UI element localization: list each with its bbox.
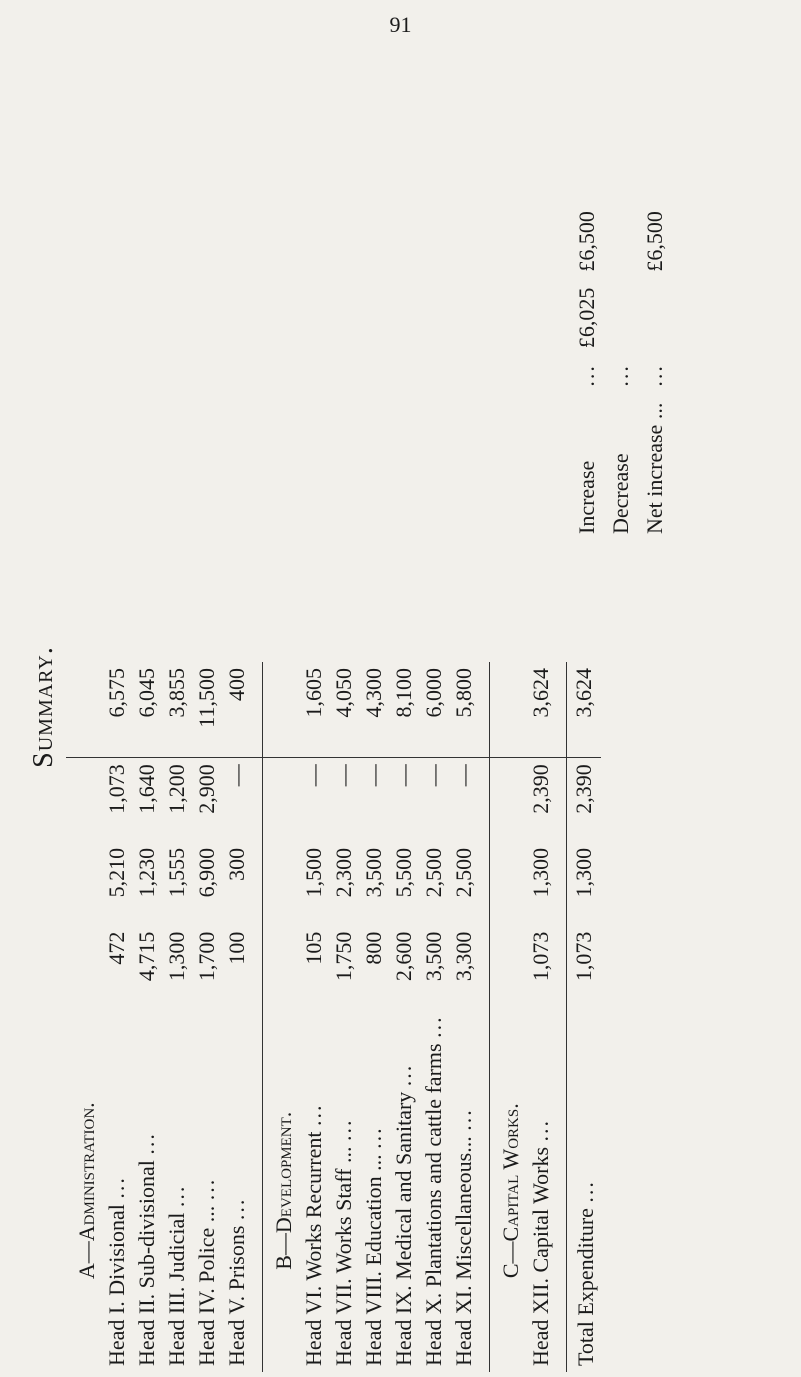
cell-col1: 105 xyxy=(301,931,326,965)
cell-col4: 11,500 xyxy=(194,668,219,728)
balance-col2: £6,500 xyxy=(642,211,667,272)
cell-col4: 3,855 xyxy=(164,668,189,718)
cell-col2: 1,230 xyxy=(134,847,159,898)
cell-col4: 6,575 xyxy=(104,668,129,718)
rotated-summary-table xyxy=(10,42,780,1372)
row-dots: ... xyxy=(608,364,633,387)
row-name: Plantations and cattle farms xyxy=(421,1043,446,1288)
row-number: VI. xyxy=(301,1285,326,1315)
cell-col2: 6,900 xyxy=(194,847,219,898)
row-head: Head xyxy=(194,1319,219,1366)
row-name: Prisons xyxy=(224,1225,249,1291)
section-heading-row xyxy=(66,662,102,1372)
row-number: II. xyxy=(134,1293,159,1315)
table-row xyxy=(162,662,192,1372)
cell-col4: 4,050 xyxy=(331,668,356,718)
row-number: IX. xyxy=(391,1285,416,1315)
row-number: VII. xyxy=(331,1278,356,1315)
row-number: XII. xyxy=(528,1278,553,1315)
row-head: Head xyxy=(134,1319,159,1366)
row-dots: ... xyxy=(421,1015,446,1038)
row-head: Head xyxy=(301,1319,326,1366)
row-name: Works Recurrent xyxy=(301,1131,326,1281)
cell-col3: — xyxy=(222,758,252,842)
row-head: Head xyxy=(451,1319,476,1366)
balance-row xyxy=(604,203,638,542)
cell-col2: 3,500 xyxy=(361,847,386,898)
row-name: Sub-divisional xyxy=(134,1160,159,1289)
row-dots: ... xyxy=(301,1103,326,1127)
row-dots: ... xyxy=(574,364,599,387)
row-dots: ... xyxy=(361,1126,386,1149)
balance-col2: £6,500 xyxy=(574,211,599,272)
row-number: V. xyxy=(224,1295,249,1315)
cell-col4: 5,800 xyxy=(451,668,476,718)
balance-col1 xyxy=(604,280,638,357)
row-dots: ... xyxy=(164,1184,189,1208)
cell-col2: 2,300 xyxy=(331,847,356,898)
cell-col1: 1,750 xyxy=(331,931,356,982)
row-name: Capital Works xyxy=(528,1146,553,1273)
table-row xyxy=(449,662,479,1372)
table-row xyxy=(526,662,556,1372)
cell-col2: 1,500 xyxy=(301,847,326,898)
cell-col3: 2,900 xyxy=(192,758,222,842)
row-name: Medical and Sanitary xyxy=(391,1091,416,1280)
balance-label: Increase xyxy=(574,460,599,534)
balance-col1: £6,025 xyxy=(574,287,599,349)
row-head: Head xyxy=(331,1319,356,1366)
row-head: Head xyxy=(104,1319,129,1366)
section-separator xyxy=(479,662,490,1372)
summary-title: Summary. xyxy=(28,646,59,768)
cell-col4: 6,000 xyxy=(421,668,446,718)
row-dots: ... xyxy=(528,1118,553,1142)
cell-col2: 1,555 xyxy=(164,847,189,898)
row-head: Head xyxy=(224,1319,249,1366)
cell-col3: 1,073 xyxy=(102,758,132,842)
row-number: I. xyxy=(104,1301,129,1315)
row-dots: ... xyxy=(451,1108,476,1131)
table-row xyxy=(329,662,359,1372)
cell-col1: 3,300 xyxy=(451,931,476,982)
cell-col4: 8,100 xyxy=(391,668,416,718)
row-dots: ... xyxy=(331,1118,356,1142)
row-name: Education ... xyxy=(361,1154,386,1266)
table-row xyxy=(192,662,222,1372)
cell-col4: 6,045 xyxy=(134,668,159,718)
cell-col2: 300 xyxy=(224,847,249,881)
row-name: Police ... xyxy=(194,1205,219,1283)
table-row xyxy=(222,662,252,1372)
table-row xyxy=(359,662,389,1372)
cell-col3: — xyxy=(359,758,389,842)
cell-col1: 1,300 xyxy=(164,931,189,982)
row-number: X. xyxy=(421,1292,446,1315)
table-row xyxy=(419,662,449,1372)
cell-col4: 400 xyxy=(224,668,249,701)
row-number: XI. xyxy=(451,1285,476,1315)
cell-col4: 3,624 xyxy=(528,668,553,718)
cell-col2: 5,210 xyxy=(104,847,129,898)
cell-col1: 3,500 xyxy=(421,931,446,982)
row-head: Head xyxy=(421,1319,446,1366)
cell-col3: — xyxy=(329,758,359,842)
total-col3: 2,390 xyxy=(567,758,602,842)
section-heading-row xyxy=(263,662,300,1372)
section-separator xyxy=(252,662,263,1372)
balance-col2 xyxy=(604,203,638,280)
cell-col3: — xyxy=(419,758,449,842)
section-heading: A—Administration. xyxy=(74,1102,99,1280)
row-dots: ... xyxy=(573,1180,598,1203)
total-col1: 1,073 xyxy=(571,931,596,982)
total-row xyxy=(567,662,602,1372)
cell-col1: 4,715 xyxy=(134,931,159,982)
row-dots: ... xyxy=(642,364,667,387)
row-head: Head xyxy=(391,1319,416,1366)
table-row xyxy=(132,662,162,1372)
cell-col1: 100 xyxy=(224,931,249,965)
section-heading: C—Capital Works. xyxy=(498,1103,523,1279)
total-col4: 3,624 xyxy=(571,668,596,718)
total-label: Total Expenditure xyxy=(573,1208,598,1366)
row-name: Judicial xyxy=(164,1212,189,1282)
row-number: IV. xyxy=(194,1288,219,1315)
row-head: Head xyxy=(164,1319,189,1366)
cell-col1: 1,073 xyxy=(528,931,553,982)
cell-col1: 2,600 xyxy=(391,931,416,982)
cell-col3: 1,640 xyxy=(132,758,162,842)
balance-table xyxy=(570,203,672,542)
page-number: 91 xyxy=(389,12,412,37)
balance-label: Decrease xyxy=(608,453,633,534)
balance-row xyxy=(570,203,604,542)
cell-col3: 1,200 xyxy=(162,758,192,842)
row-head: Head xyxy=(361,1319,386,1366)
row-dots: ... xyxy=(194,1177,219,1201)
table-row xyxy=(102,662,132,1372)
row-dots: ... xyxy=(391,1063,416,1087)
row-dots: ... xyxy=(224,1197,249,1221)
balance-col1 xyxy=(638,280,672,357)
row-dots: ... xyxy=(134,1132,159,1155)
cell-col4: 1,605 xyxy=(301,668,326,718)
cell-col2: 2,500 xyxy=(451,847,476,898)
row-head: Head xyxy=(528,1319,553,1366)
table-row xyxy=(389,662,419,1372)
row-dots: ... xyxy=(104,1176,129,1199)
balance-row xyxy=(638,203,672,542)
row-number: VIII. xyxy=(361,1271,386,1315)
cell-col2: 5,500 xyxy=(391,847,416,898)
cell-col1: 472 xyxy=(104,931,129,965)
total-col2: 1,300 xyxy=(571,847,596,898)
row-name: Miscellaneous... xyxy=(451,1136,476,1280)
cell-col3: — xyxy=(299,758,329,842)
cell-col1: 800 xyxy=(361,931,386,965)
cell-col3: — xyxy=(449,758,479,842)
cell-col2: 2,500 xyxy=(421,847,446,898)
row-number: III. xyxy=(164,1286,189,1315)
section-heading: B—Development. xyxy=(271,1111,296,1270)
section-separator xyxy=(556,662,567,1372)
row-name: Works Staff ... xyxy=(331,1146,356,1274)
section-heading-row xyxy=(490,662,527,1372)
summary-table xyxy=(66,662,601,1372)
cell-col3: 2,390 xyxy=(526,758,556,842)
cell-col2: 1,300 xyxy=(528,847,553,898)
cell-col3: — xyxy=(389,758,419,842)
balance-label: Net increase ... xyxy=(642,402,667,534)
cell-col1: 1,700 xyxy=(194,931,219,982)
table-row xyxy=(299,662,329,1372)
cell-col4: 4,300 xyxy=(361,668,386,718)
row-name: Divisional xyxy=(104,1204,129,1296)
